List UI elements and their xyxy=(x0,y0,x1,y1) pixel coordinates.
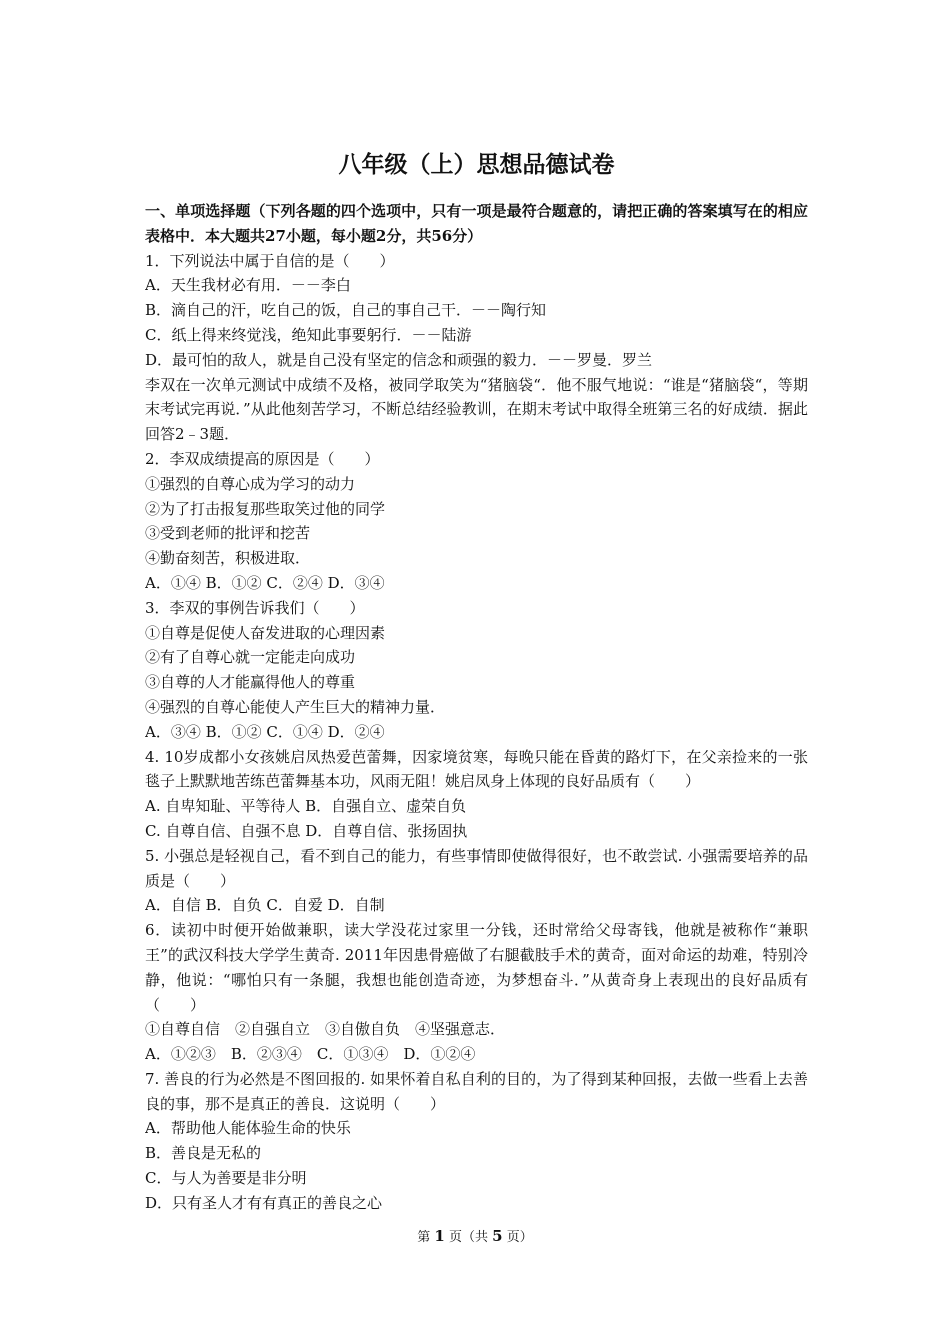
text-line: ③自尊的人才能赢得他人的尊重 xyxy=(145,673,356,692)
text-paragraph: 7. 善良的行为必然是不图回报的. 如果怀着自私自利的目的，为了得到某种回报，去做一些看上去善良的事，那不是真正的善良．这说明（ ） xyxy=(145,1069,808,1113)
text-line: ①自尊是促使人奋发进取的心理因素 xyxy=(145,623,386,642)
text-line: B．善良是无私的 xyxy=(145,1144,262,1163)
text-line: A．③④ B．①② C．①④ D．②④ xyxy=(145,722,385,741)
footer-suffix: 页） xyxy=(506,1230,533,1245)
text-paragraph: 李双在一次单元测试中成绩不及格，被同学取笑为“猪脑袋“．他不服气地说：“谁是“猪脑袋“，等期末考试完再说．”从此他刻苦学习，不断总结经验教训，在期末考试中取得全班第三名的好成绩．据此回答2﹣3题． xyxy=(145,375,808,444)
page-footer xyxy=(0,1226,950,1248)
question-body xyxy=(145,249,808,1216)
text-paragraph: 5. 小强总是轻视自己，看不到自己的能力，有些事情即使做得很好，也不敢尝试. 小强需要培养的品质是（ ） xyxy=(145,846,808,890)
text-line: 3．李双的事例告诉我们（ ） xyxy=(145,598,365,617)
text-line: ④强烈的自尊心能使人产生巨大的精神力量． xyxy=(145,697,446,716)
text-line: C．与人为善要是非分明 xyxy=(145,1169,307,1188)
page-title: 八年级（上）思想品德试卷 xyxy=(338,151,615,178)
text-line: D．最可怕的敌人，就是自己没有坚定的信念和顽强的毅力．－－罗曼．罗兰 xyxy=(145,350,653,369)
text-line: 1．下列说法中属于自信的是（ ） xyxy=(145,251,395,270)
text-line: C. 自尊自信、自强不息 D．自尊自信、张扬固执 xyxy=(145,821,468,840)
section-heading: 一、单项选择题（下列各题的四个选项中，只有一项是最符合题意的，请把正确的答案填写在的相应表格中．本大题共27小题，每小题2分，共56分） xyxy=(145,202,808,245)
text-line: 2．李双成绩提高的原因是（ ） xyxy=(145,449,380,468)
text-line: B．滴自己的汗，吃自己的饭，自己的事自己干．－－陶行知 xyxy=(145,301,547,320)
text-line: A．①②③ B．②③④ C．①③④ D．①②④ xyxy=(145,1045,476,1064)
footer-prefix: 第 xyxy=(417,1230,431,1245)
text-line: ①自尊自信 ②自强自立 ③自傲自负 ④坚强意志． xyxy=(145,1020,506,1039)
footer-middle: 页（共 xyxy=(448,1230,488,1245)
text-line: D．只有圣人才有有真正的善良之心 xyxy=(145,1193,383,1212)
text-line: ③受到老师的批评和挖苦 xyxy=(145,524,311,543)
text-paragraph: 4. 10岁成都小女孩姚启凤热爱芭蕾舞，因家境贫寒，每晚只能在昏黄的路灯下，在父亲捡来的一张毯子上默默地苦练芭蕾舞基本功，风雨无阻！姚启凤身上体现的良好品质有（ ） xyxy=(145,747,808,791)
footer-total-pages: 5 xyxy=(492,1227,503,1245)
text-line: ④勤奋刻苦，积极进取． xyxy=(145,549,311,568)
text-line: C．纸上得来终觉浅，绝知此事要躬行．－－陆游 xyxy=(145,325,472,344)
text-line: ②为了打击报复那些取笑过他的同学 xyxy=(145,499,386,518)
text-line: ②有了自尊心就一定能走向成功 xyxy=(145,648,356,667)
page-content xyxy=(145,145,808,1216)
text-line: ①强烈的自尊心成为学习的动力 xyxy=(145,474,356,493)
text-line: A．自信 B．自负 C．自爱 D．自制 xyxy=(145,896,385,915)
text-line: A．帮助他人能体验生命的快乐 xyxy=(145,1119,351,1138)
text-line: A．①④ B．①② C．②④ D．③④ xyxy=(145,573,385,592)
text-line: A. 自卑知耻、平等待人 B．自强自立、虚荣自负 xyxy=(145,797,467,816)
text-line: A．天生我材必有用．－－李白 xyxy=(145,276,351,295)
text-paragraph: 6．读初中时便开始做兼职，读大学没花过家里一分钱，还时常给父母寄钱，他就是被称作“兼职王”的武汉科技大学学生黄奇. 2011年因患骨癌做了右腿截肢手术的黄奇，面对命运的劫难，特别冷静，他说：“哪怕只有一条腿，我想也能创造奇迹，为梦想奋斗．”从黄奇身上表现出的良好品质有（ ） xyxy=(145,921,808,1014)
footer-page-number: 1 xyxy=(434,1227,445,1245)
